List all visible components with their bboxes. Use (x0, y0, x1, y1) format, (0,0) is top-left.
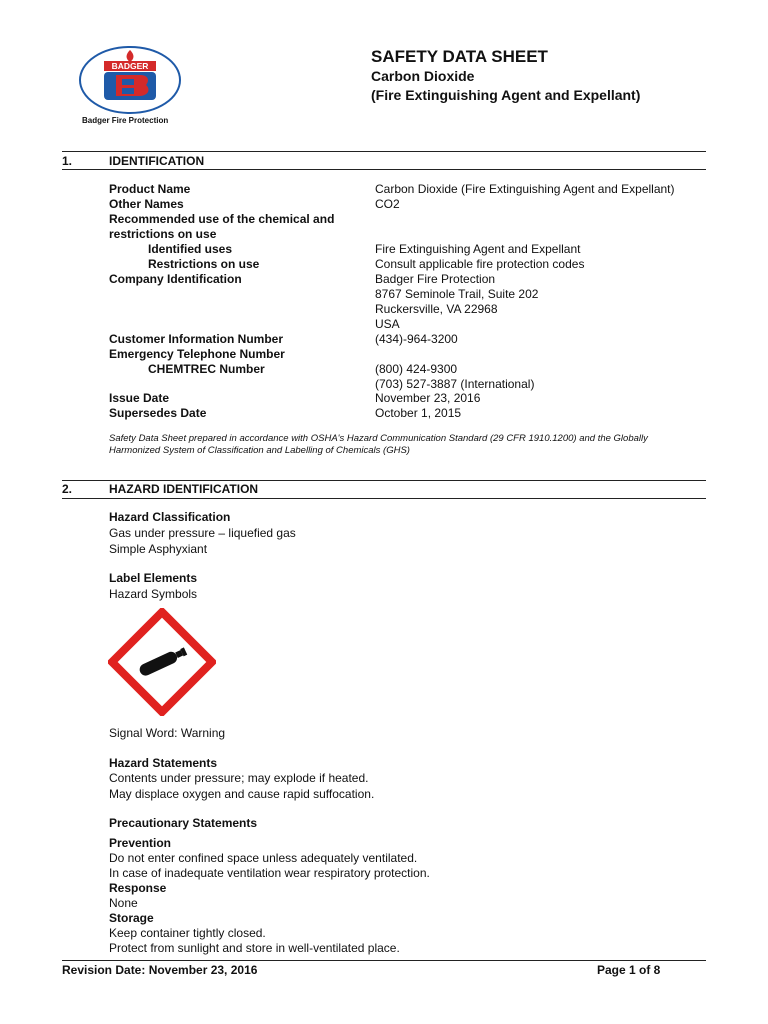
section-number: 2. (62, 482, 73, 496)
signal-word: Signal Word: Warning (109, 726, 226, 740)
storage-heading: Storage (109, 911, 154, 925)
recommended-use-label: restrictions on use (109, 227, 217, 241)
company-identification-label: Company Identification (109, 272, 242, 286)
label-elements-heading: Label Elements (109, 571, 198, 585)
gas-cylinder-pictogram-icon (108, 608, 216, 716)
precautionary-statements-heading: Precautionary Statements (109, 816, 258, 830)
customer-info-label: Customer Information Number (109, 332, 284, 346)
emergency-telephone-label: Emergency Telephone Number (109, 347, 285, 361)
restrictions-value: Consult applicable fire protection codes (375, 257, 585, 271)
identified-uses-label: Identified uses (148, 242, 233, 256)
ghs-compliance-note (109, 433, 709, 457)
company-address-line: USA (375, 317, 400, 331)
issue-date-label: Issue Date (109, 391, 170, 405)
section-divider (62, 151, 706, 152)
revision-date: Revision Date: November 23, 2016 (62, 963, 258, 977)
document-subtitle-description: (Fire Extinguishing Agent and Expellant) (371, 87, 641, 103)
logo-text: BADGER (111, 61, 149, 71)
footer-divider (62, 960, 706, 961)
section-title-hazard-identification: HAZARD IDENTIFICATION (109, 482, 259, 496)
hazard-statement: Contents under pressure; may explode if heated. (109, 771, 369, 785)
prevention-line: Do not enter confined space unless adequately ventilated. (109, 851, 418, 865)
supersedes-date-label: Supersedes Date (109, 406, 207, 420)
section-number: 1. (62, 154, 73, 168)
product-name-label: Product Name (109, 182, 191, 196)
storage-line: Protect from sunlight and store in well-ventilated place. (109, 941, 400, 955)
response-value: None (109, 896, 138, 910)
document-subtitle-product: Carbon Dioxide (371, 68, 475, 84)
identified-uses-value: Fire Extinguishing Agent and Expellant (375, 242, 581, 256)
hazard-statements-heading: Hazard Statements (109, 756, 218, 770)
note-line: Safety Data Sheet prepared in accordance with OSHA's Hazard Communication Standard (29 CFR 1910.1200) and the Globally (109, 433, 648, 444)
recommended-use-label: Recommended use of the chemical and (109, 212, 335, 226)
section-divider (62, 169, 706, 170)
response-heading: Response (109, 881, 167, 895)
logo-caption: Badger Fire Protection (82, 116, 169, 125)
company-address-line: 8767 Seminole Trail, Suite 202 (375, 287, 539, 301)
section-divider (62, 498, 706, 499)
product-name-value: Carbon Dioxide (Fire Extinguishing Agent and Expellant) (375, 182, 675, 196)
section-title-identification: IDENTIFICATION (109, 154, 205, 168)
hazard-classification-line: Gas under pressure – liquefied gas (109, 526, 296, 540)
prevention-line: In case of inadequate ventilation wear respiratory protection. (109, 866, 430, 880)
supersedes-date-value: October 1, 2015 (375, 406, 462, 420)
chemtrec-value: (800) 424-9300 (375, 362, 458, 376)
page-number: Page 1 of 8 (597, 963, 661, 977)
hazard-symbols-label: Hazard Symbols (109, 587, 198, 601)
prevention-heading: Prevention (109, 836, 172, 850)
section-divider (62, 480, 706, 481)
document-title: SAFETY DATA SHEET (371, 47, 548, 66)
chemtrec-value-international: (703) 527-3887 (International) (375, 377, 535, 391)
company-address-line: Ruckersville, VA 22968 (375, 302, 498, 316)
issue-date-value: November 23, 2016 (375, 391, 481, 405)
customer-info-value: (434)-964-3200 (375, 332, 458, 346)
hazard-classification-heading: Hazard Classification (109, 510, 231, 524)
hazard-classification-line: Simple Asphyxiant (109, 542, 208, 556)
other-names-label: Other Names (109, 197, 184, 211)
note-line: Harmonized System of Classification and Labelling of Chemicals (GHS) (109, 445, 410, 456)
restrictions-label: Restrictions on use (148, 257, 260, 271)
other-names-value: CO2 (375, 197, 400, 211)
chemtrec-label: CHEMTREC Number (148, 362, 265, 376)
storage-line: Keep container tightly closed. (109, 926, 266, 940)
company-address-line: Badger Fire Protection (375, 272, 496, 286)
hazard-statement: May displace oxygen and cause rapid suffocation. (109, 787, 375, 801)
